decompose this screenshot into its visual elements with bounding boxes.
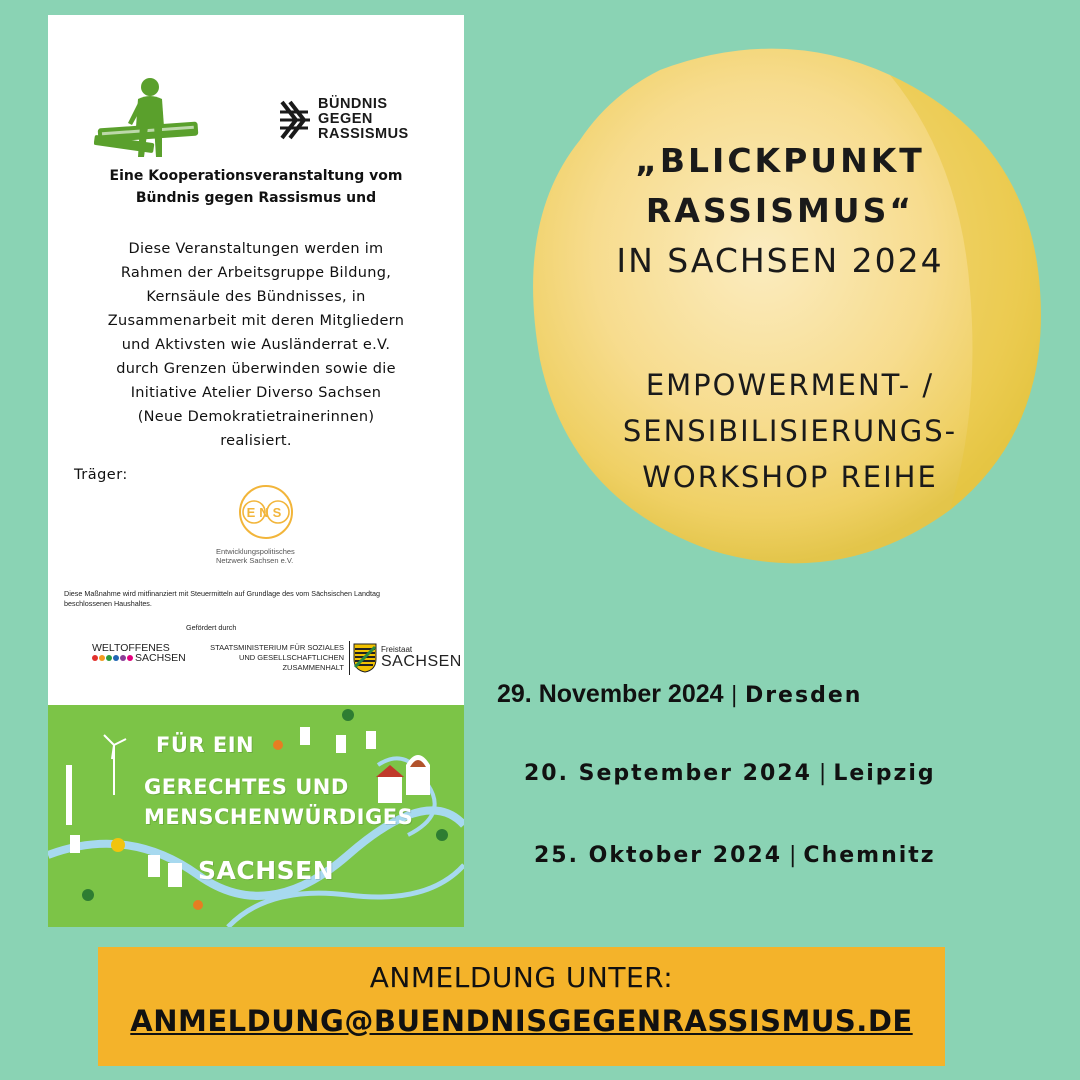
description-line: und Aktivsten wie Ausländerrat e.V. [121, 337, 391, 353]
traeger-label: Träger: [74, 467, 128, 483]
sachsen-coat-of-arms-icon [353, 643, 377, 673]
buendnis-mark-icon [278, 98, 312, 142]
ministry-line: UND GESELLSCHAFTLICHEN [238, 653, 344, 662]
weltoffen-line: SACHSEN [135, 652, 186, 664]
figure-on-book-logo [94, 77, 204, 167]
coop-line: Bündnis gegen Rassismus und [135, 190, 377, 206]
subtitle-line: EMPOWERMENT- / [645, 368, 935, 402]
freistaat-sachsen-logo [353, 643, 462, 673]
ministry-line: STAATSMINISTERIUM FÜR SOZIALES [210, 643, 344, 652]
funding-line: Diese Maßnahme wird mitfinanziert mit Steuermitteln auf Grundlage des vom Sächsischen Landtag [64, 589, 381, 598]
buendnis-line: RASSISMUS [318, 126, 409, 142]
logo-divider [349, 641, 350, 675]
description-line: Diese Veranstaltungen werden im [128, 241, 384, 257]
campaign-banner [48, 705, 464, 927]
date-entry-leipzig [524, 761, 936, 786]
signup-label: ANMELDUNG UNTER: [369, 961, 674, 994]
banner-line: SACHSEN [198, 856, 335, 885]
signup-box [98, 947, 945, 1066]
signup-email-link[interactable]: ANMELDUNG@BUENDNISGEGENRASSISMUS.DE [130, 1004, 913, 1038]
date-separator: | [782, 843, 804, 868]
ens-logo [216, 483, 366, 565]
event-subtitle [540, 362, 1040, 500]
title-line: „BLICKPUNKT [635, 141, 925, 180]
title-line: RASSISMUS“ [645, 191, 915, 230]
description-line: realisiert. [220, 433, 292, 449]
watercolor-circle [510, 30, 1070, 590]
event-city: Leipzig [833, 761, 936, 786]
date-separator: | [811, 761, 834, 786]
title-line: IN SACHSEN 2024 [616, 241, 944, 280]
ministry-logo [186, 643, 344, 673]
event-date: 20. September 2024 [524, 761, 812, 786]
weltoffenes-sachsen-logo [92, 643, 186, 663]
description-line: Initiative Atelier Diverso Sachsen [130, 385, 382, 401]
description-text [56, 237, 456, 453]
description-line: Rahmen der Arbeitsgruppe Bildung, [120, 265, 392, 281]
colored-dots-icon [92, 655, 133, 661]
ministry-line: ZUSAMMENHALT [282, 663, 344, 672]
banner-line: GERECHTES UND [144, 775, 349, 799]
subtitle-line: WORKSHOP REIHE [642, 460, 938, 494]
coop-line: Eine Kooperationsveranstaltung vom [109, 168, 403, 184]
ens-caption-line: Entwicklungspolitisches [216, 547, 295, 556]
event-date: 25. Oktober 2024 [534, 843, 783, 868]
buendnis-logo [278, 97, 409, 142]
banner-line: MENSCHENWÜRDIGES [144, 805, 414, 829]
description-line: durch Grenzen überwinden sowie die [116, 361, 396, 377]
ens-caption [216, 547, 366, 565]
event-title [540, 136, 1020, 286]
sachsen-label: SACHSEN [381, 653, 462, 670]
buendnis-logo-text [318, 97, 409, 142]
subtitle-line: SENSIBILISIERUNGS- [622, 414, 958, 448]
buendnis-line: BÜNDNIS [318, 96, 388, 112]
description-line: (Neue Demokratietrainerinnen) [137, 409, 375, 425]
funding-note [64, 589, 456, 609]
event-date: 29. November 2024 [497, 680, 724, 708]
description-line: Kernsäule des Bündnisses, in [146, 289, 366, 305]
banner-line: FÜR EIN [156, 733, 255, 757]
date-separator: | [723, 683, 745, 708]
info-panel [48, 15, 464, 705]
weltoffen-line: WELTOFFENES [92, 642, 170, 654]
date-entry-dresden [497, 680, 862, 709]
freistaat-label: Freistaat [381, 645, 413, 654]
ens-caption-line: Netzwerk Sachsen e.V. [216, 556, 294, 565]
cooperation-heading [48, 165, 464, 209]
funding-line: beschlossenen Haushaltes. [64, 599, 152, 608]
gefoerdert-label: Gefördert durch [186, 623, 237, 632]
ens-rings-icon [226, 483, 306, 541]
description-line: Zusammenarbeit mit deren Mitgliedern [107, 313, 405, 329]
event-city: Dresden [744, 683, 863, 708]
event-city: Chemnitz [803, 843, 936, 868]
buendnis-line: GEGEN [318, 111, 373, 127]
ens-logo-text: ENS [246, 505, 286, 520]
date-entry-chemnitz [534, 843, 936, 868]
